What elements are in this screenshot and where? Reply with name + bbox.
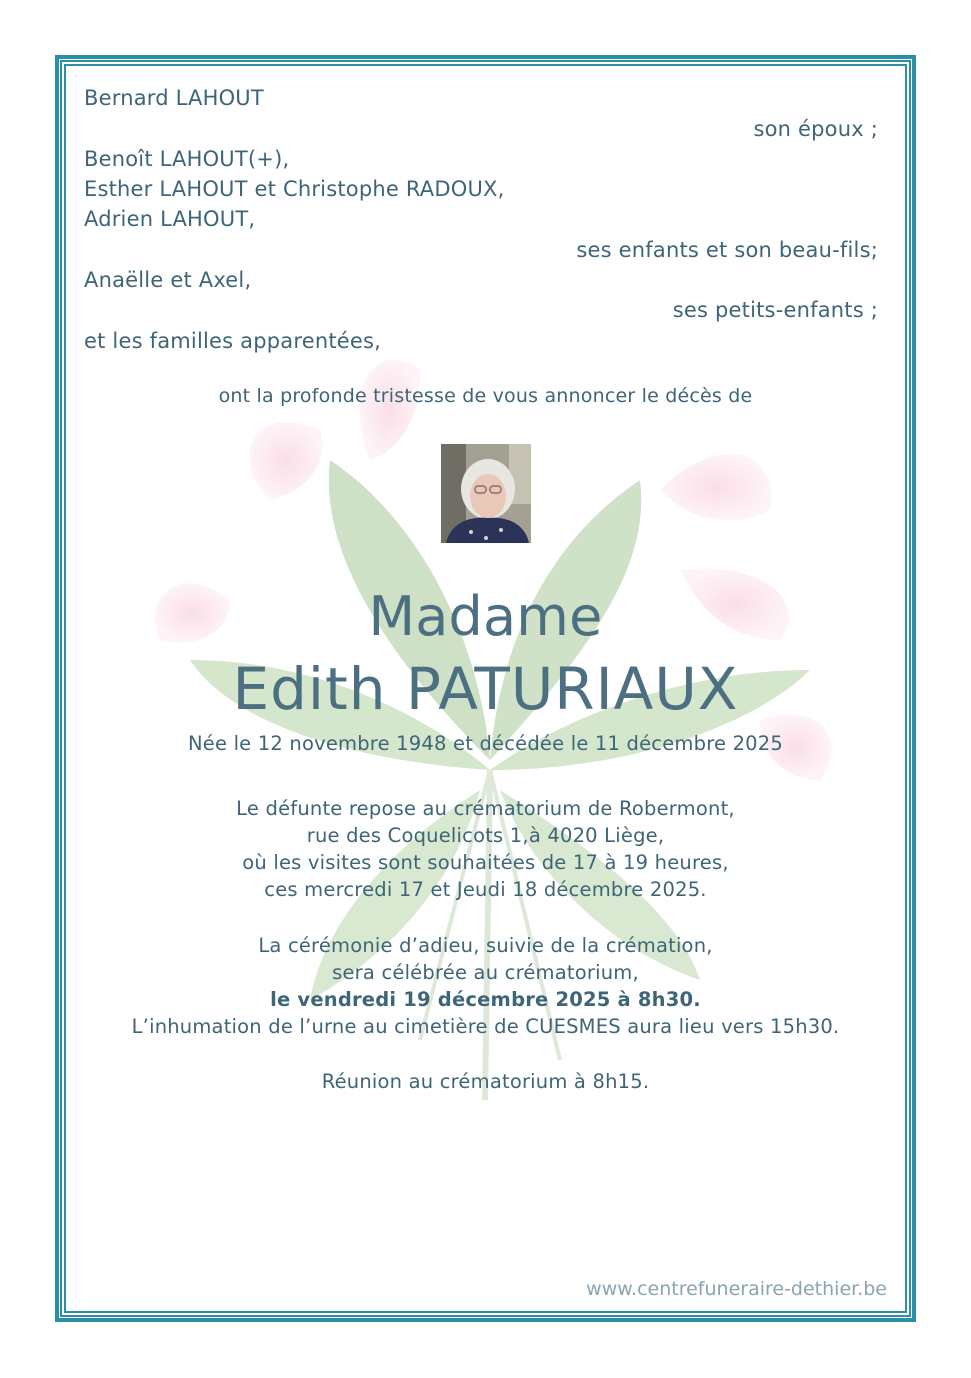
visitation-line-1: Le défunte repose au crématorium de Robermont, bbox=[236, 797, 735, 820]
deceased-dates: Née le 12 novembre 1948 et décédée le 11 décembre 2025 bbox=[187, 732, 784, 755]
visitation-line-2: rue des Coquelicots 1,à 4020 Liège, bbox=[306, 824, 665, 847]
ceremony-line-1: La cérémonie d’adieu, suivie de la crémation, bbox=[258, 934, 713, 957]
family-line-child-1: Benoît LAHOUT(+), bbox=[84, 147, 290, 171]
deceased-title: Madame bbox=[368, 585, 603, 648]
ceremony-line-2: sera célébrée au crématorium, bbox=[332, 961, 639, 984]
portrait-photo bbox=[441, 444, 531, 543]
website-link[interactable]: www.centrefuneraire-dethier.be bbox=[586, 1278, 887, 1300]
family-line-child-2: Esther LAHOUT et Christophe RADOUX, bbox=[84, 177, 505, 201]
family-role-children: ses enfants et son beau-fils; bbox=[576, 238, 878, 262]
meeting-text: Réunion au crématorium à 8h15. bbox=[321, 1070, 650, 1093]
visitation-line-3: où les visites sont souhaitées de 17 à 19 heures, bbox=[242, 851, 729, 874]
ceremony-line-4: L’inhumation de l’urne au cimetière de CUESMES aura lieu vers 15h30. bbox=[131, 1015, 840, 1038]
family-line-husband: Bernard LAHOUT bbox=[84, 86, 264, 110]
deceased-name: Edith PATURIAUX bbox=[232, 655, 739, 723]
announcement-text: ont la profonde tristesse de vous annoncer le décès de bbox=[218, 385, 753, 407]
visitation-line-4: ces mercredi 17 et Jeudi 18 décembre 2025. bbox=[264, 878, 707, 901]
family-line-child-3: Adrien LAHOUT, bbox=[84, 207, 256, 231]
family-line-relatives: et les familles apparentées, bbox=[84, 329, 382, 353]
family-role-grandchildren: ses petits-enfants ; bbox=[672, 298, 878, 322]
family-role-husband: son époux ; bbox=[753, 117, 878, 141]
ceremony-date: le vendredi 19 décembre 2025 à 8h30. bbox=[270, 988, 701, 1011]
family-line-grandchildren: Anaëlle et Axel, bbox=[84, 268, 252, 292]
